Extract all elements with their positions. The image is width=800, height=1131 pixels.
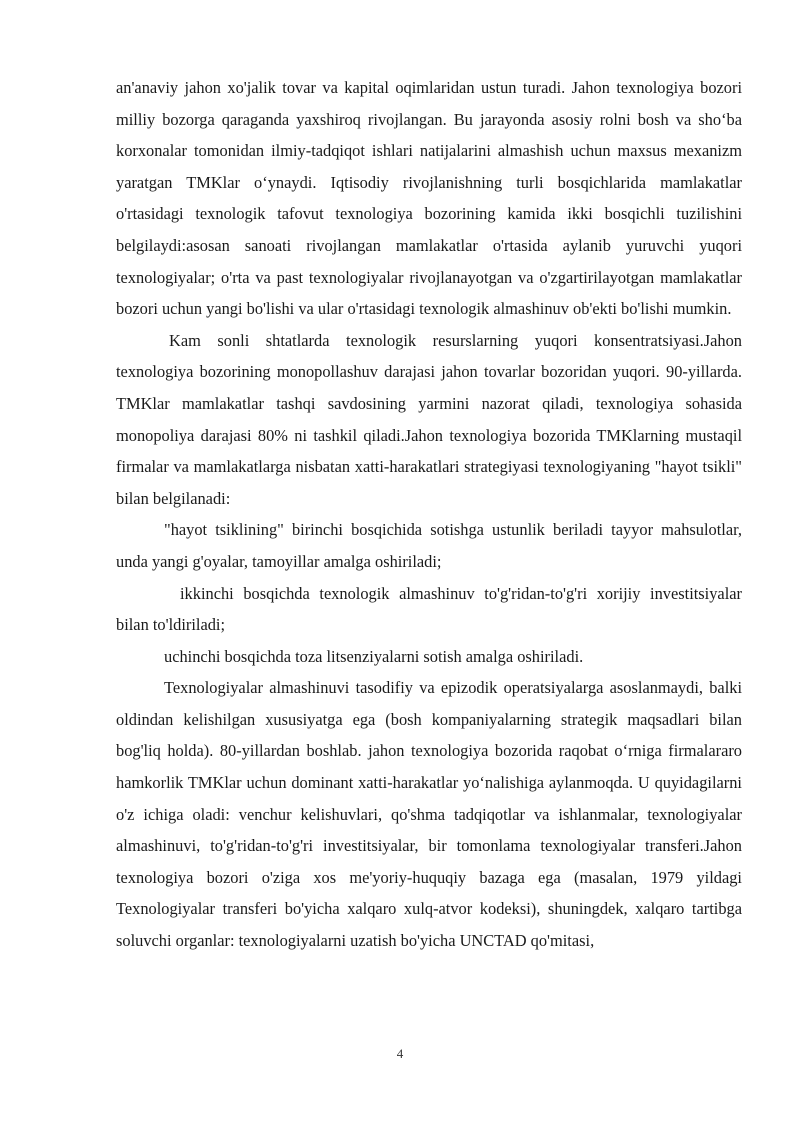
- paragraph-continuation: an'anaviy jahon xo'jalik tovar va kapital oqimlaridan ustun turadi. Jahon texnologiya bozori milliy bozorga qaraganda yaxshiroq rivojlangan. Bu jarayonda asosiy rolni bosh va sho‘ba korxonalar tomonidan ilmiy-tadqiqot ishlari natijalarini almashish uchun maxsus mexanizm yaratgan TMKlar o‘ynaydi. Iqtisodiy rivojlanishning turli bosqichlarida mamlakatlar o'rtasidagi texnologik tafovut texnologiya bozorining kamida ikki bosqichli tuzilishini belgilaydi:asosan sanoati rivojlangan mamlakatlar o'rtasida aylanib yuruvchi yuqori texnologiyalar; o'rta va past texnologiyalar rivojlanayotgan va o'zgartirilayotgan mamlakatlar bozori uchun yangi bo'lishi va ular o'rtasidagi texnologik almashinuv ob'ekti bo'lishi mumkin.: [116, 78, 742, 319]
- paragraph-resource-concentration: Kam sonli shtatlarda texnologik resurslarning yuqori konsentratsiyasi.Jahon texnologiya bozorining monopollashuv darajasi jahon tovarlar bozoridan yuqori. 90-yillarda. TMKlar mamlakatlar tashqi savdosining yarmini nazorat qiladi, texnologiya sohasida monopoliya darajasi 80% ni tashkil qiladi.Jahon texnologiya bozorida TMKlarning mustaqil firmalar va mamlakatlarga nisbatan xatti-harakatlari strategiyasi texnologiyaning "hayot tsikli" bilan belgilanadi:: [116, 330, 742, 508]
- paragraph-technology-exchange: Texnologiyalar almashinuvi tasodifiy va epizodik operatsiyalarga asoslanmaydi, balki oldindan kelishilgan xususiyatga ega (bosh kompaniyalarning strategik maqsadlari bilan bog'liq holda). 80-yillardan boshlab. jahon texnologiya bozorida raqobat o‘rniga firmalararo hamkorlik TMKlar uchun dominant xatti-harakatlar yo‘nalishiga aylanmoqda. U quyidagilarni o'z ichiga oladi: venchur kelishuvlari, qo'shma tadqiqotlar va ishlanmalar, texnologiyalar almashinuvi, to'g'ridan-to'g'ri investitsiyalar, bir tomonlama texnologiyalar transferi.Jahon texnologiya bozori o'ziga xos me'yoriy-huquqiy bazaga ega (masalan, 1979 yildagi Texnologiyalar transferi bo'yicha xalqaro xulq-atvor kodeksi), shuningdek, xalqaro tartibga soluvchi organlar: texnologiyalarni uzatish bo'yicha UNCTAD qo'mitasi,: [116, 678, 742, 951]
- body-text: [116, 72, 742, 957]
- list-item-third-stage: uchinchi bosqichda toza litsenziyalarni sotish amalga oshiriladi.: [164, 646, 584, 666]
- page-number: 4: [396, 1046, 404, 1061]
- list-item-second-stage: ikkinchi bosqichda texnologik almashinuv to'g'ridan-to'g'ri xorijiy investitsiyalar bilan to'ldiriladi;: [116, 583, 742, 635]
- list-item-first-stage: "hayot tsiklining" birinchi bosqichida sotishga ustunlik beriladi tayyor mahsulotlar, unda yangi g'oyalar, tamoyillar amalga oshiriladi;: [116, 520, 742, 571]
